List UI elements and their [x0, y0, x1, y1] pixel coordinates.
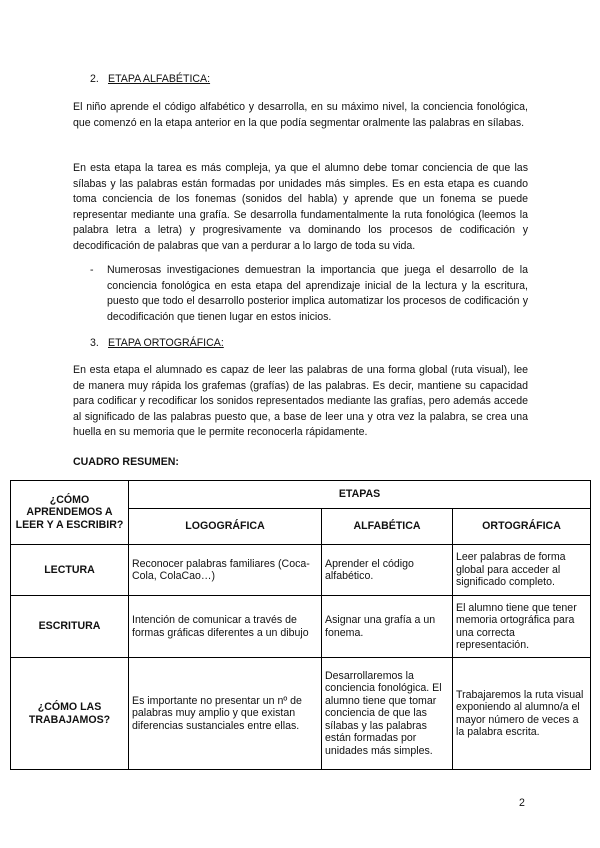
section-2-heading [90, 73, 210, 85]
section-3-paragraph-1: En esta etapa el alumnado es capaz de leer las palabras de una forma global (ruta visual), lee de manera muy rápida los grafemas (grafías) de las palabras. Es decir, mantiene su capacidad para codificar y recodificar los sonidos representados mediante las grafías, pero además accede al significado de las palabras puesto que, a base de leer una y otra vez la palabra, se crea una huella en su memoria que le permite reconocerla rápidamente. [73, 364, 528, 438]
bullet-item [90, 263, 528, 325]
table-row-escritura [11, 596, 591, 658]
section-2-title: ETAPA ALFABÉTICA: [108, 73, 211, 85]
section-2-number: 2. [90, 73, 99, 85]
table-cell: Es importante no presentar un nº de palabras muy amplio y que existan diferencias sustanciales entre ellas. [129, 658, 322, 770]
corner-header: ¿CÓMO APRENDEMOS A LEER Y A ESCRIBIR? [11, 481, 129, 545]
table-cell: Leer palabras de forma global para acceder al significado completo. [453, 545, 591, 596]
column-header-ortografica: ORTOGRÁFICA [453, 509, 591, 545]
section-3-heading [90, 337, 224, 349]
bullet-text: Numerosas investigaciones demuestran la importancia que juega el desarrollo de la conciencia fonológica en esta etapa del aprendizaje inicial de la lectura y la escritura, puesto que todo el desarrollo posterior implica automatizar los procesos de codificación y decodificación que tienen lugar en estos inicios. [107, 264, 528, 323]
table-cell: Trabajaremos la ruta visual exponiendo al alumno/a el mayor número de veces a la palabra escrita. [453, 658, 591, 770]
table-header-row [11, 481, 591, 509]
row-label-lectura: LECTURA [11, 545, 129, 596]
table-cell: Asignar una grafía a un fonema. [322, 596, 453, 658]
table-row-lectura [11, 545, 591, 596]
section-2-paragraph-2: En esta etapa la tarea es más compleja, ya que el alumno debe tomar conciencia de que las sílabas y las palabras están formadas por unidades más simples. Es en esta etapa es cuando toma conciencia de los fonemas (sonidos del habla) y aprende que un fonema se puede representar mediante una grafía. Se desarrolla fundamentalmente la ruta fonológica (leemos la palabra letra a letra) y progresivamente va dominando los procesos de codificación y decodificación de palabras que van a perdurar a lo largo de toda su vida. [73, 162, 528, 252]
bullet-dash: - [90, 264, 94, 276]
table-cell: Desarrollaremos la conciencia fonológica. El alumno tiene que tomar conciencia de que las sílabas y las palabras están formadas por unidades más simples. [322, 658, 453, 770]
section-3-number: 3. [90, 337, 99, 349]
table-row-trabajamos [11, 658, 591, 770]
column-header-logografica: LOGOGRÁFICA [129, 509, 322, 545]
summary-title: CUADRO RESUMEN: [73, 456, 179, 468]
table-cell: Intención de comunicar a través de formas gráficas diferentes a un dibujo [129, 596, 322, 658]
table-cell: Aprender el código alfabético. [322, 545, 453, 596]
page-number: 2 [519, 797, 525, 809]
summary-table [10, 480, 591, 770]
etapas-header: ETAPAS [129, 481, 591, 509]
section-3-title: ETAPA ORTOGRÁFICA: [108, 337, 224, 349]
column-header-alfabetica: ALFABÉTICA [322, 509, 453, 545]
row-label-trabajamos: ¿CÓMO LAS TRABAJAMOS? [11, 658, 129, 770]
table-cell: Reconocer palabras familiares (Coca-Cola, ColaCao…) [129, 545, 322, 596]
table-cell: El alumno tiene que tener memoria ortográfica para una correcta representación. [453, 596, 591, 658]
section-2-paragraph-1: El niño aprende el código alfabético y desarrolla, en su máximo nivel, la conciencia fonológica, que comenzó en la etapa anterior en la que podía segmentar oralmente las palabras en sílabas. [73, 101, 528, 129]
row-label-escritura: ESCRITURA [11, 596, 129, 658]
